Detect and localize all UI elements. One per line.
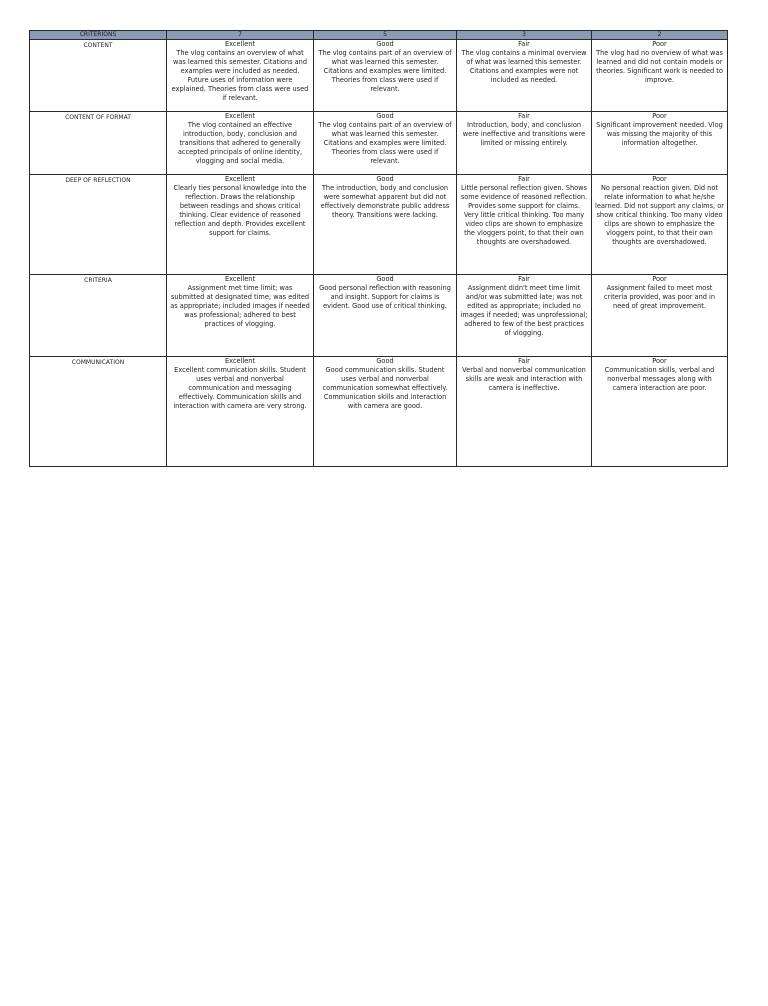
rubric-row [30, 175, 728, 275]
criterion-label: CONTENT OF FORMAT [30, 112, 167, 175]
level-label: Fair [518, 112, 530, 120]
rubric-cell [314, 40, 457, 112]
level-description: Communication skills, verbal and nonverbal messages along with camera interaction are poor. [604, 366, 715, 392]
level-description: Good communication skills. Student uses verbal and nonverbal communication somewhat effectively. Communication skills and interaction with camera are good. [322, 366, 448, 410]
level-label: Excellent [224, 175, 256, 183]
rubric-cell [314, 112, 457, 175]
rubric-cell [592, 112, 728, 175]
rubric-cell [457, 357, 592, 467]
rubric-cell [167, 275, 314, 357]
rubric-cell [167, 112, 314, 175]
level-label: Poor [652, 357, 667, 365]
rubric-cell [592, 175, 728, 275]
header-points: 2 [592, 31, 728, 40]
level-description: Assignment didn't meet time limit and/or was submitted late; was not edited as appropriate; included no images if needed; was unprofessional; adhered to few of the best practices of vlogging. [460, 284, 588, 337]
level-label: Excellent [224, 357, 256, 365]
rubric-table [29, 30, 728, 467]
level-description: Introduction, body, and conclusion were ineffective and transitions were limited or missing entirely. [462, 121, 586, 147]
level-description: Clearly ties personal knowledge into the reflection. Draws the relationship between readings and shows critical thinking. Clear evidence of reasoned reflection and depth. Provides excellent support for claims. [173, 184, 307, 237]
level-description: Assignment met time limit; was submitted at designated time; was edited as appropriate; included images if needed was professional; adhered to best practices of vlogging. [170, 284, 310, 328]
level-label: Poor [652, 175, 667, 183]
rubric-row [30, 112, 728, 175]
level-description: The vlog contains part of an overview of what was learned this semester. Citations and examples were limited. Theories from class were used if relevant. [318, 49, 452, 93]
rubric-cell [457, 112, 592, 175]
header-points: 3 [457, 31, 592, 40]
level-label: Poor [652, 112, 667, 120]
rubric-cell [167, 40, 314, 112]
level-description: Little personal reflection given. Shows some evidence of reasoned reflection. Provides some support for claims. Very little critical thinking. Too many video clips are shown to emphasize the vloggers point, to that their own thoughts are overshadowed. [460, 184, 588, 246]
level-description: No personal reaction given. Did not relate information to what he/she learned. Did not support any claims, or show critical thinking. Too many video clips are shown to emphasize the vloggers point, to that their own thoughts are overshadowed. [595, 184, 724, 246]
level-description: Verbal and nonverbal communication skills are weak and interaction with camera is ineffective. [462, 366, 586, 392]
level-label: Fair [518, 275, 530, 283]
level-description: The vlog contains part of an overview of what was learned this semester. Citations and examples were limited. Theories from class were used if relevant. [318, 121, 452, 165]
rubric-row [30, 40, 728, 112]
header-row [30, 31, 728, 40]
level-description: Assignment failed to meet most criteria provided, was poor and in need of great improvement. [603, 284, 716, 310]
rubric-row [30, 275, 728, 357]
rubric-cell [457, 175, 592, 275]
level-label: Good [376, 275, 394, 283]
rubric-cell [592, 40, 728, 112]
level-label: Good [376, 357, 394, 365]
rubric-row [30, 357, 728, 467]
level-label: Fair [518, 175, 530, 183]
header-points: 5 [314, 31, 457, 40]
level-label: Good [376, 40, 394, 48]
level-label: Good [376, 175, 394, 183]
level-label: Fair [518, 40, 530, 48]
rubric-cell [457, 275, 592, 357]
level-label: Fair [518, 357, 530, 365]
level-label: Good [376, 112, 394, 120]
level-label: Excellent [224, 275, 256, 283]
level-description: The vlog contained an effective introduction, body, conclusion and transitions that adhered to generally accepted principals of online identity, vlogging and social media. [177, 121, 303, 165]
level-description: Excellent communication skills. Student uses verbal and nonverbal communication and messaging effectively. Communication skills and interaction with camera are very strong. [173, 366, 307, 410]
level-description: The vlog contains a minimal overview of what was learned this semester. Citations and examples were not included as needed. [461, 49, 587, 84]
level-description: The vlog contains an overview of what was learned this semester. Citations and examples were included as needed. Future uses of information were explained. Theories from class were used if relevant. [171, 49, 309, 102]
criterion-label: DEEP OF REFLECTION [30, 175, 167, 275]
header-points: 7 [167, 31, 314, 40]
rubric-cell [314, 275, 457, 357]
level-label: Poor [652, 275, 667, 283]
rubric-cell [314, 175, 457, 275]
rubric-cell [457, 40, 592, 112]
rubric-cell [592, 275, 728, 357]
level-label: Excellent [224, 40, 256, 48]
level-description: Significant improvement needed. Vlog was missing the majority of this information altogether. [596, 121, 723, 147]
rubric-cell [592, 357, 728, 467]
criterion-label: CONTENT [30, 40, 167, 112]
rubric-cell [167, 175, 314, 275]
criterion-label: COMMUNICATION [30, 357, 167, 467]
rubric-cell [167, 357, 314, 467]
level-description: The vlog had no overview of what was learned and did not contain models or theories. Significant work is needed to improve. [596, 49, 723, 84]
level-label: Poor [652, 40, 667, 48]
criterion-label: CRITERIA [30, 275, 167, 357]
level-label: Excellent [224, 112, 256, 120]
level-description: Good personal reflection with reasoning and insight. Support for claims is evident. Good use of critical thinking. [319, 284, 451, 310]
rubric-cell [314, 357, 457, 467]
level-description: The introduction, body and conclusion were somewhat apparent but did not effectively demonstrate public address theory. Transitions were lacking. [320, 184, 450, 219]
header-criterion: CRITERIONS [30, 31, 167, 40]
